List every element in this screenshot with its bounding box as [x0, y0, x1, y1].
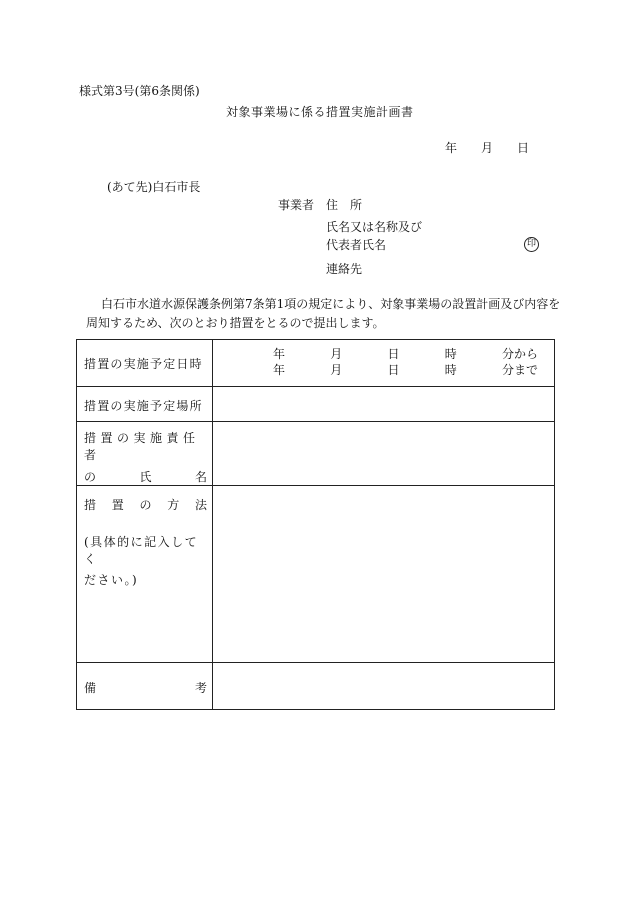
contact-label: 連絡先: [326, 262, 363, 276]
addressee: (あて先)白石市長: [107, 180, 201, 194]
remarks-label: [77, 663, 212, 696]
responsible-value-cell[interactable]: [213, 422, 555, 486]
remarks-label-cell: [77, 663, 213, 710]
row-datetime: [77, 340, 555, 387]
row-remarks: [77, 663, 555, 710]
name-label-line2: 代表者氏名: [326, 238, 387, 252]
seal-mark: 印: [524, 237, 539, 252]
row-method: [77, 486, 555, 663]
row-place: [77, 387, 555, 422]
method-label-char-4: 方: [167, 498, 180, 512]
start-month: 月: [330, 347, 343, 361]
intro-line-1: 白石市水道水源保護条例第7条第1項の規定により、対象事業場の設置計画及び内容を: [101, 297, 561, 311]
datetime-value-cell[interactable]: [213, 340, 555, 387]
end-minute: 分まで: [501, 363, 538, 377]
row-responsible: [77, 422, 555, 486]
intro-line-2: 周知するため、次のとおり措置をとるので提出します。: [86, 316, 385, 330]
method-note-line2: ださい。): [84, 573, 139, 587]
applicant-label: 事業者: [278, 198, 315, 212]
responsible-label-line1: 措置の実施責任者: [84, 431, 200, 462]
datetime-label-cell: [77, 340, 213, 387]
end-hour: 時: [444, 363, 457, 377]
end-day: 日: [387, 363, 400, 377]
plan-table: [76, 339, 555, 710]
responsible-label-cell: [77, 422, 213, 486]
start-hour: 時: [444, 347, 457, 361]
place-label: 措置の実施予定場所: [84, 399, 203, 413]
method-label-char-3: の: [139, 498, 152, 512]
start-day: 日: [387, 347, 400, 361]
end-month: 月: [330, 363, 343, 377]
address-label: 住 所: [326, 198, 363, 212]
form-number: 様式第3号(第6条関係): [79, 84, 200, 98]
start-minute: 分から: [501, 347, 538, 361]
date-year-label: 年: [445, 141, 458, 155]
date-month-label: 月: [481, 141, 494, 155]
date-day-label: 日: [517, 141, 530, 155]
datetime-end-line: [213, 362, 554, 378]
end-year: 年: [273, 363, 286, 377]
remarks-value-cell[interactable]: [213, 663, 555, 710]
datetime-start-line: [213, 340, 554, 362]
place-label-cell: [77, 387, 213, 422]
remarks-label-char-1: 備: [84, 681, 97, 695]
responsible-label-shi: 氏: [139, 470, 152, 484]
method-label-char-2: 置: [111, 498, 124, 512]
name-label-line1: 氏名又は名称及び: [326, 220, 423, 234]
method-label-cell: [77, 486, 213, 663]
remarks-label-char-2: 考: [194, 681, 207, 695]
responsible-label-mei: 名: [194, 470, 207, 484]
responsible-label-no: の: [84, 470, 97, 484]
method-note-line1: (具体的に記入してく: [84, 535, 199, 566]
responsible-label-line2: [77, 463, 212, 485]
method-label-char-1: 措: [84, 498, 97, 512]
place-value-cell[interactable]: [213, 387, 555, 422]
method-label: [77, 486, 212, 513]
document-title: 対象事業場に係る措置実施計画書: [226, 105, 414, 119]
method-value-cell[interactable]: [213, 486, 555, 663]
start-year: 年: [273, 347, 286, 361]
datetime-label: 措置の実施予定日時: [84, 357, 203, 371]
method-label-char-5: 法: [194, 498, 207, 512]
